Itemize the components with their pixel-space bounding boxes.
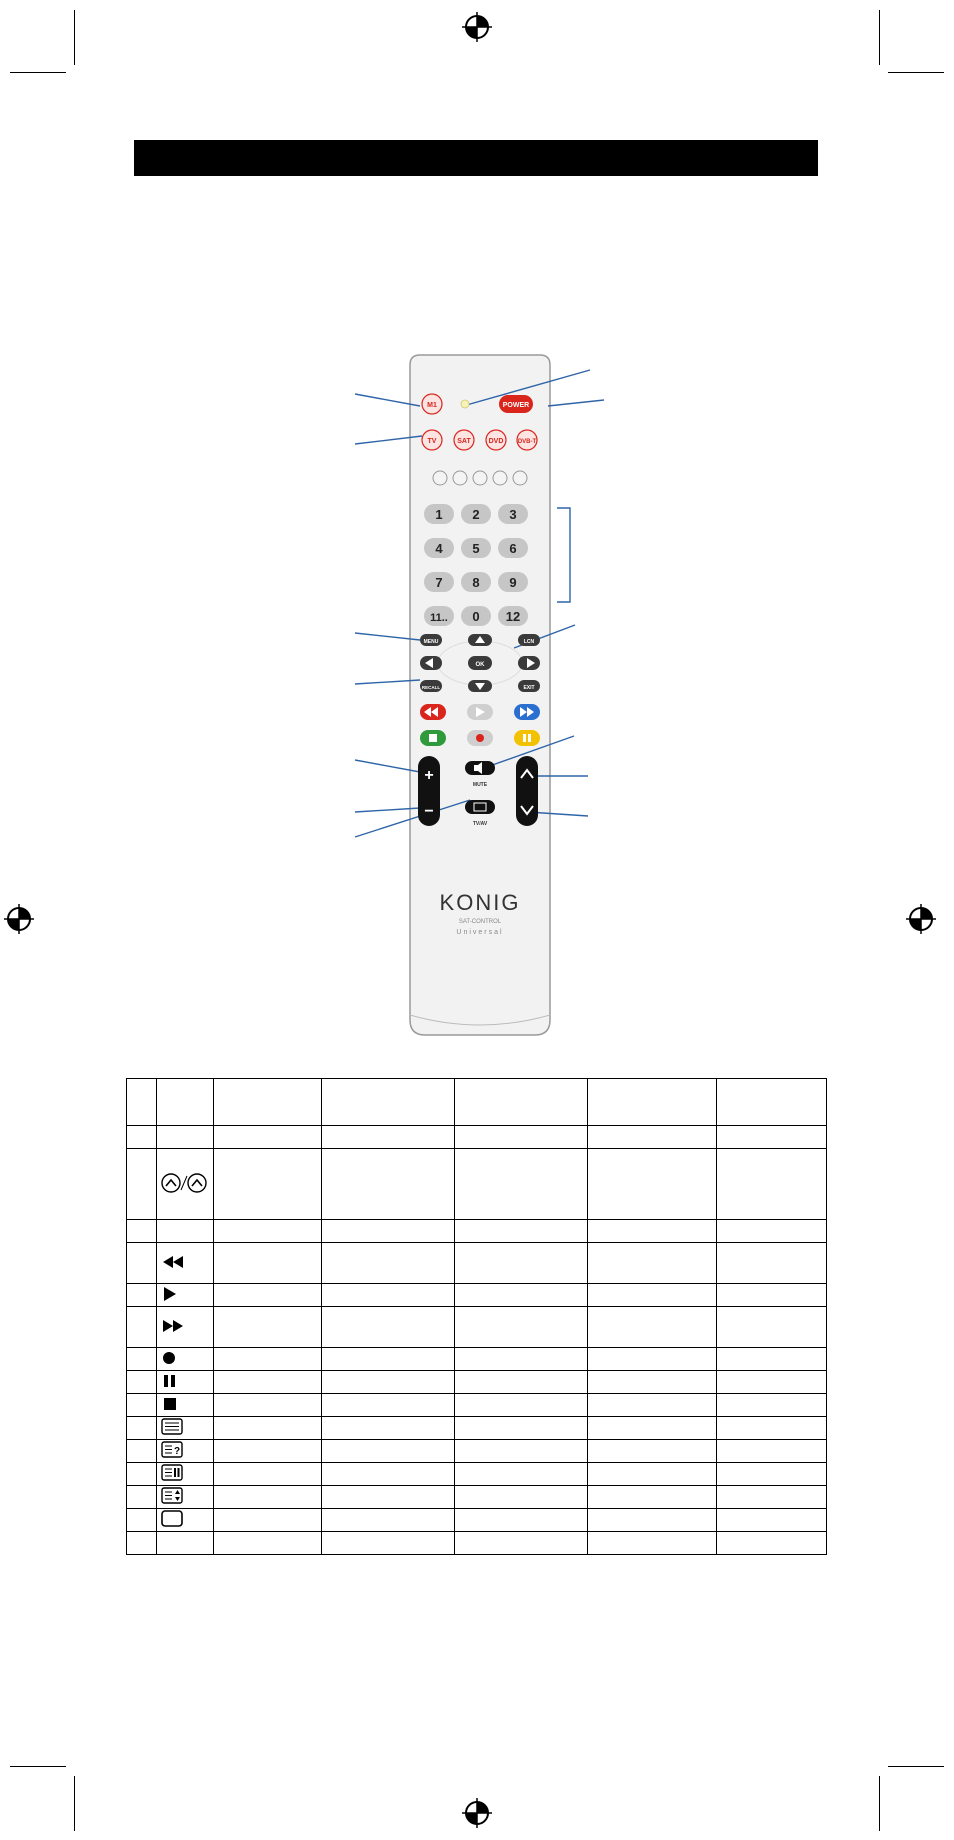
- table-cell: [322, 1243, 455, 1284]
- record-icon: [161, 1350, 181, 1366]
- play-icon: [161, 1286, 181, 1302]
- svg-text:?: ?: [173, 1445, 181, 1457]
- number-key-label: 1: [435, 507, 443, 522]
- ch-up-down-icon: [161, 1172, 207, 1194]
- table-cell: [455, 1417, 588, 1440]
- rewind-icon: [161, 1254, 191, 1270]
- table-cell: [322, 1348, 455, 1371]
- table-cell: [588, 1220, 717, 1243]
- lcn-label: LCN: [523, 639, 535, 645]
- table-cell: [322, 1532, 455, 1555]
- table-cell: [717, 1284, 827, 1307]
- pause-icon: [161, 1373, 181, 1389]
- table-cell: [455, 1486, 588, 1509]
- section-title-bar: [134, 140, 818, 176]
- table-cell: [717, 1243, 827, 1284]
- table-row: [157, 1463, 214, 1486]
- table-cell: [322, 1126, 455, 1149]
- table-cell: [214, 1440, 322, 1463]
- recall-label: RECALL: [421, 685, 441, 690]
- table-cell: [127, 1440, 157, 1463]
- svg-text:TV: TV: [427, 438, 437, 445]
- number-key-label: 11..: [430, 612, 448, 624]
- table-row: [157, 1348, 214, 1371]
- table-cell: [455, 1371, 588, 1394]
- number-key-label: 5: [472, 541, 480, 556]
- table-cell: [322, 1509, 455, 1532]
- table-cell: [322, 1394, 455, 1417]
- table-cell: [127, 1371, 157, 1394]
- number-key-label: 0: [472, 609, 480, 624]
- table-cell: [455, 1440, 588, 1463]
- table-cell: [214, 1509, 322, 1532]
- volm-label: −: [424, 803, 434, 820]
- table-cell: [717, 1417, 827, 1440]
- ok-label: OK: [475, 662, 485, 668]
- table-cell: [588, 1440, 717, 1463]
- m1-label: M1: [427, 402, 437, 409]
- table-cell: [588, 1149, 717, 1220]
- table-cell: [157, 1532, 214, 1555]
- registration-mark-top: [462, 12, 492, 42]
- table-cell: [214, 1532, 322, 1555]
- table-cell: [322, 1440, 455, 1463]
- crop-mark-tl-v: [74, 10, 75, 65]
- teletext-reveal-icon: [161, 1441, 185, 1459]
- table-cell: [588, 1348, 717, 1371]
- table-cell: [214, 1149, 322, 1220]
- table-cell: [455, 1348, 588, 1371]
- table-row: [157, 1284, 214, 1307]
- table-cell: [127, 1486, 157, 1509]
- navigation-cluster: [420, 634, 540, 692]
- table-cell: [127, 1243, 157, 1284]
- menu-label: MENU: [423, 639, 439, 645]
- table-row: [157, 1440, 214, 1463]
- table-cell: [588, 1371, 717, 1394]
- table-cell: [157, 1220, 214, 1243]
- registration-mark-bottom: [462, 1798, 492, 1828]
- table-cell: [717, 1149, 827, 1220]
- table-cell: [717, 1307, 827, 1348]
- table-cell: [214, 1284, 322, 1307]
- table-cell: [455, 1284, 588, 1307]
- svg-text:SAT: SAT: [457, 438, 471, 445]
- table-row: [157, 1509, 214, 1532]
- table-cell: [588, 1509, 717, 1532]
- table-cell: [717, 1220, 827, 1243]
- table-cell: [588, 1079, 717, 1126]
- table-cell: [717, 1463, 827, 1486]
- table-cell: [717, 1371, 827, 1394]
- table-cell: [717, 1348, 827, 1371]
- table-cell: [214, 1220, 322, 1243]
- crop-mark-bl-v: [74, 1776, 75, 1831]
- table-cell: [717, 1440, 827, 1463]
- number-key-label: 9: [509, 575, 517, 590]
- crop-mark-tr-v: [879, 10, 880, 65]
- function-table: [126, 1078, 827, 1555]
- table-cell: [455, 1532, 588, 1555]
- teletext-icon: [161, 1418, 185, 1436]
- table-cell: [588, 1463, 717, 1486]
- table-cell: [717, 1126, 827, 1149]
- power-label: POWER: [502, 402, 530, 409]
- table-cell: [127, 1126, 157, 1149]
- table-cell: [127, 1307, 157, 1348]
- table-cell: [127, 1394, 157, 1417]
- table-cell: [322, 1220, 455, 1243]
- table-cell: [322, 1371, 455, 1394]
- svg-text:DVB-T: DVB-T: [517, 439, 537, 445]
- model-label: SAT-CONTROL: [458, 919, 502, 925]
- number-key-label: 7: [435, 575, 443, 590]
- table-cell: [214, 1079, 322, 1126]
- stop-icon: [161, 1396, 181, 1412]
- number-key-label: 12: [505, 609, 521, 624]
- table-cell: [588, 1126, 717, 1149]
- table-cell: [127, 1532, 157, 1555]
- table-cell: [214, 1394, 322, 1417]
- table-cell: [214, 1348, 322, 1371]
- table-cell: [157, 1079, 214, 1126]
- table-cell: [214, 1371, 322, 1394]
- crop-mark-tr-h: [888, 72, 944, 73]
- table-row: [157, 1243, 214, 1284]
- number-key-label: 3: [509, 507, 517, 522]
- table-cell: [588, 1532, 717, 1555]
- table-cell: [588, 1243, 717, 1284]
- teletext-cancel-icon: [161, 1510, 185, 1528]
- table-cell: [588, 1284, 717, 1307]
- table-cell: [455, 1307, 588, 1348]
- number-key-label: 8: [472, 575, 480, 590]
- exit-label: EXIT: [523, 685, 535, 691]
- table-cell: [588, 1394, 717, 1417]
- table-cell: [455, 1079, 588, 1126]
- table-row: [157, 1371, 214, 1394]
- fast-forward-icon: [161, 1318, 191, 1334]
- teletext-size-icon: [161, 1487, 185, 1505]
- table-cell: [322, 1079, 455, 1126]
- number-key-label: 2: [472, 507, 480, 522]
- table-cell: [214, 1417, 322, 1440]
- table-cell: [127, 1220, 157, 1243]
- table-cell: [214, 1463, 322, 1486]
- table-row: [157, 1149, 214, 1220]
- table-cell: [588, 1417, 717, 1440]
- channel-rocker: [516, 756, 538, 826]
- transport-row-2: [420, 730, 540, 746]
- table-cell: [214, 1307, 322, 1348]
- table-cell: [322, 1307, 455, 1348]
- table-cell: [455, 1243, 588, 1284]
- table-cell: [588, 1307, 717, 1348]
- number-key-label: 6: [509, 541, 517, 556]
- crop-mark-bl-h: [10, 1766, 66, 1767]
- table-cell: [455, 1463, 588, 1486]
- table-cell: [717, 1394, 827, 1417]
- table-cell: [455, 1509, 588, 1532]
- table-cell: [127, 1463, 157, 1486]
- table-cell: [214, 1243, 322, 1284]
- table-cell: [717, 1486, 827, 1509]
- teletext-hold-icon: [161, 1464, 185, 1482]
- volp-label: +: [424, 767, 434, 784]
- table-cell: [127, 1284, 157, 1307]
- brand-label: KONIG: [439, 890, 521, 915]
- mute-label: MUTE: [472, 782, 488, 788]
- table-cell: [127, 1417, 157, 1440]
- led-indicator: [461, 400, 469, 408]
- table-cell: [717, 1079, 827, 1126]
- table-row: [157, 1394, 214, 1417]
- table-cell: [322, 1486, 455, 1509]
- table-cell: [455, 1149, 588, 1220]
- volume-rocker: [418, 756, 440, 826]
- table-row: [157, 1417, 214, 1440]
- table-cell: [322, 1284, 455, 1307]
- table-cell: [455, 1126, 588, 1149]
- table-cell: [214, 1486, 322, 1509]
- svg-text:DVD: DVD: [488, 438, 504, 445]
- table-cell: [717, 1532, 827, 1555]
- table-cell: [717, 1509, 827, 1532]
- table-cell: [157, 1126, 214, 1149]
- number-key-label: 4: [435, 541, 443, 556]
- crop-mark-br-v: [879, 1776, 880, 1831]
- table-cell: [214, 1126, 322, 1149]
- table-cell: [322, 1463, 455, 1486]
- crop-mark-br-h: [888, 1766, 944, 1767]
- table-cell: [127, 1348, 157, 1371]
- crop-mark-tl-h: [10, 72, 66, 73]
- table-cell: [588, 1486, 717, 1509]
- table-cell: [455, 1220, 588, 1243]
- table-cell: [455, 1394, 588, 1417]
- table-cell: [127, 1149, 157, 1220]
- table-cell: [127, 1509, 157, 1532]
- tvav-label: TV/AV: [472, 821, 488, 827]
- transport-row-1: [420, 704, 540, 720]
- table-cell: [127, 1079, 157, 1126]
- pause-button: [514, 730, 540, 746]
- table-row: [157, 1307, 214, 1348]
- tvav-button: [465, 800, 495, 814]
- table-row: [157, 1486, 214, 1509]
- table-cell: [322, 1417, 455, 1440]
- subtitle-label: Universal: [456, 929, 504, 936]
- remote-control-illustration: [0, 340, 954, 1060]
- table-cell: [322, 1149, 455, 1220]
